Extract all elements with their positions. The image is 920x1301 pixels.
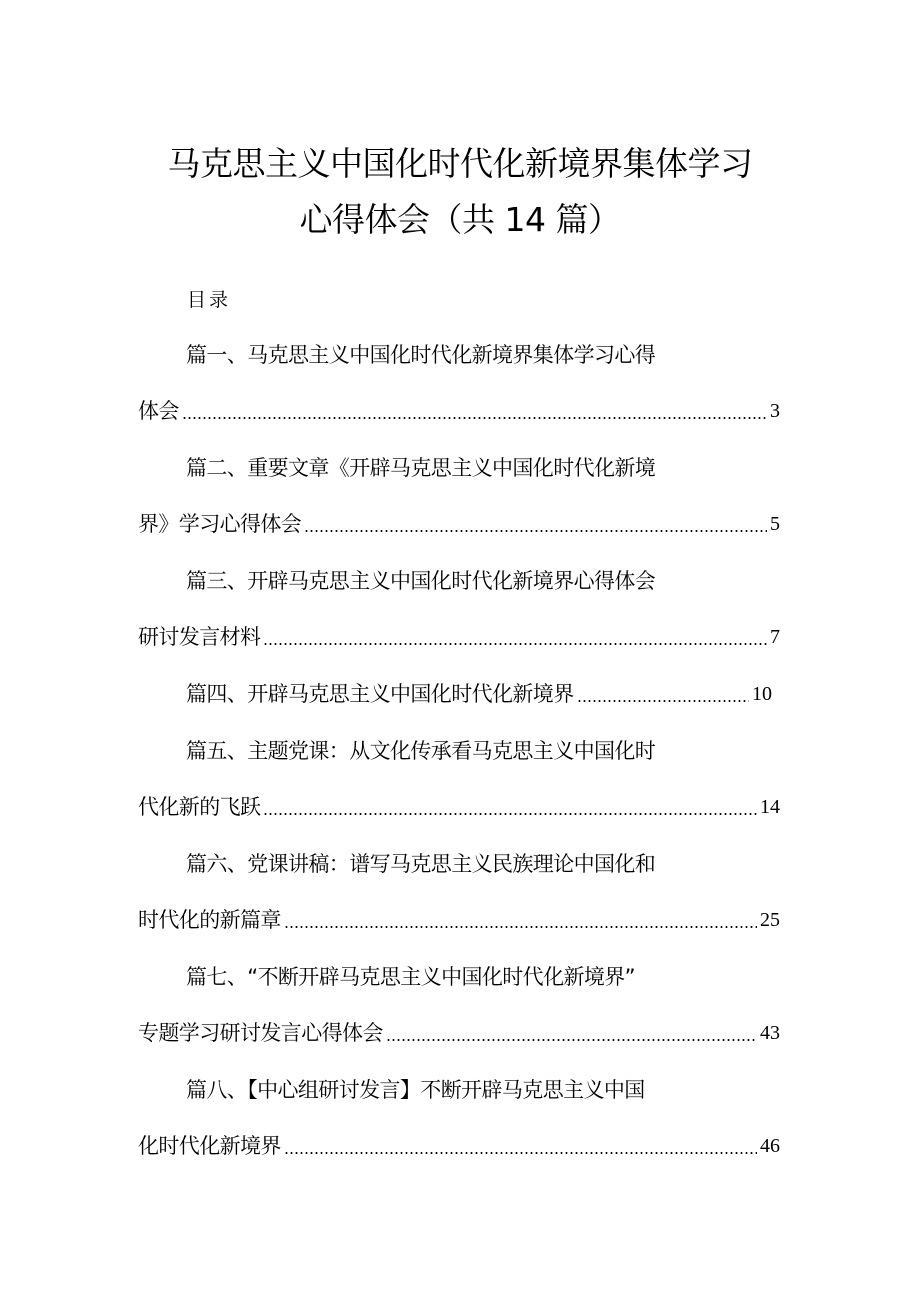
toc-entry-4-leader[interactable]	[186, 679, 772, 709]
toc-entry-6-page-number: 25	[760, 909, 780, 931]
dot-leader	[304, 530, 767, 532]
dot-leader	[284, 1152, 757, 1154]
dot-leader	[386, 1039, 757, 1041]
toc-entry-3-line-2: 研讨发言材料	[138, 625, 261, 649]
dot-leader	[577, 700, 749, 702]
toc-entry-2-line-1[interactable]: 篇二、重要文章《开辟马克思主义中国化时代化新境	[186, 456, 656, 480]
toc-entry-3-page-number: 7	[770, 626, 780, 648]
toc-entry-7-line-2: 专题学习研讨发言心得体会	[138, 1021, 383, 1045]
toc-label: 目录	[187, 289, 232, 311]
toc-entry-7-leader[interactable]	[138, 1018, 780, 1048]
document-title-line-2: 心得体会（共 14 篇）	[299, 200, 621, 239]
toc-entry-3-leader[interactable]	[138, 622, 780, 652]
toc-entry-7-line-1[interactable]: 篇七、“不断开辟马克思主义中国化时代化新境界”	[186, 965, 635, 989]
toc-entry-1-page-number: 3	[770, 400, 780, 422]
toc-entry-8-leader[interactable]	[138, 1131, 780, 1161]
toc-entry-7-page-number: 43	[760, 1022, 780, 1044]
toc-entry-3-line-1[interactable]: 篇三、开辟马克思主义中国化时代化新境界心得体会	[186, 569, 656, 593]
toc-entry-2-page-number: 5	[770, 513, 780, 535]
dot-leader	[284, 926, 757, 928]
toc-entry-1-leader[interactable]	[138, 396, 780, 426]
toc-entry-6-leader[interactable]	[138, 905, 780, 935]
toc-entry-6-line-1[interactable]: 篇六、党课讲稿：谱写马克思主义民族理论中国化和	[186, 852, 656, 876]
toc-entry-4-page-number: 10	[752, 683, 772, 705]
toc-entry-4-line-1: 篇四、开辟马克思主义中国化时代化新境界	[186, 682, 574, 706]
toc-entry-1-line-1[interactable]: 篇一、马克思主义中国化时代化新境界集体学习心得	[186, 343, 656, 367]
toc-entry-8-line-1[interactable]: 篇八、【中心组研讨发言】不断开辟马克思主义中国	[186, 1078, 645, 1102]
toc-entry-5-leader[interactable]	[138, 792, 780, 822]
toc-entry-8-line-2: 化时代化新境界	[138, 1134, 281, 1158]
dot-leader	[263, 813, 757, 815]
toc-entry-5-page-number: 14	[760, 796, 780, 818]
toc-entry-5-line-1[interactable]: 篇五、主题党课：从文化传承看马克思主义中国化时	[186, 739, 656, 763]
dot-leader	[182, 417, 767, 419]
toc-entry-6-line-2: 时代化的新篇章	[138, 908, 281, 932]
toc-entry-2-line-2: 界》学习心得体会	[138, 512, 302, 536]
toc-entry-8-page-number: 46	[760, 1135, 780, 1157]
toc-entry-2-leader[interactable]	[138, 509, 780, 539]
dot-leader	[263, 643, 767, 645]
toc-entry-5-line-2: 代化新的飞跃	[138, 795, 261, 819]
toc-entry-1-line-2: 体会	[138, 399, 179, 423]
document-title-line-1: 马克思主义中国化时代化新境界集体学习	[167, 144, 753, 183]
